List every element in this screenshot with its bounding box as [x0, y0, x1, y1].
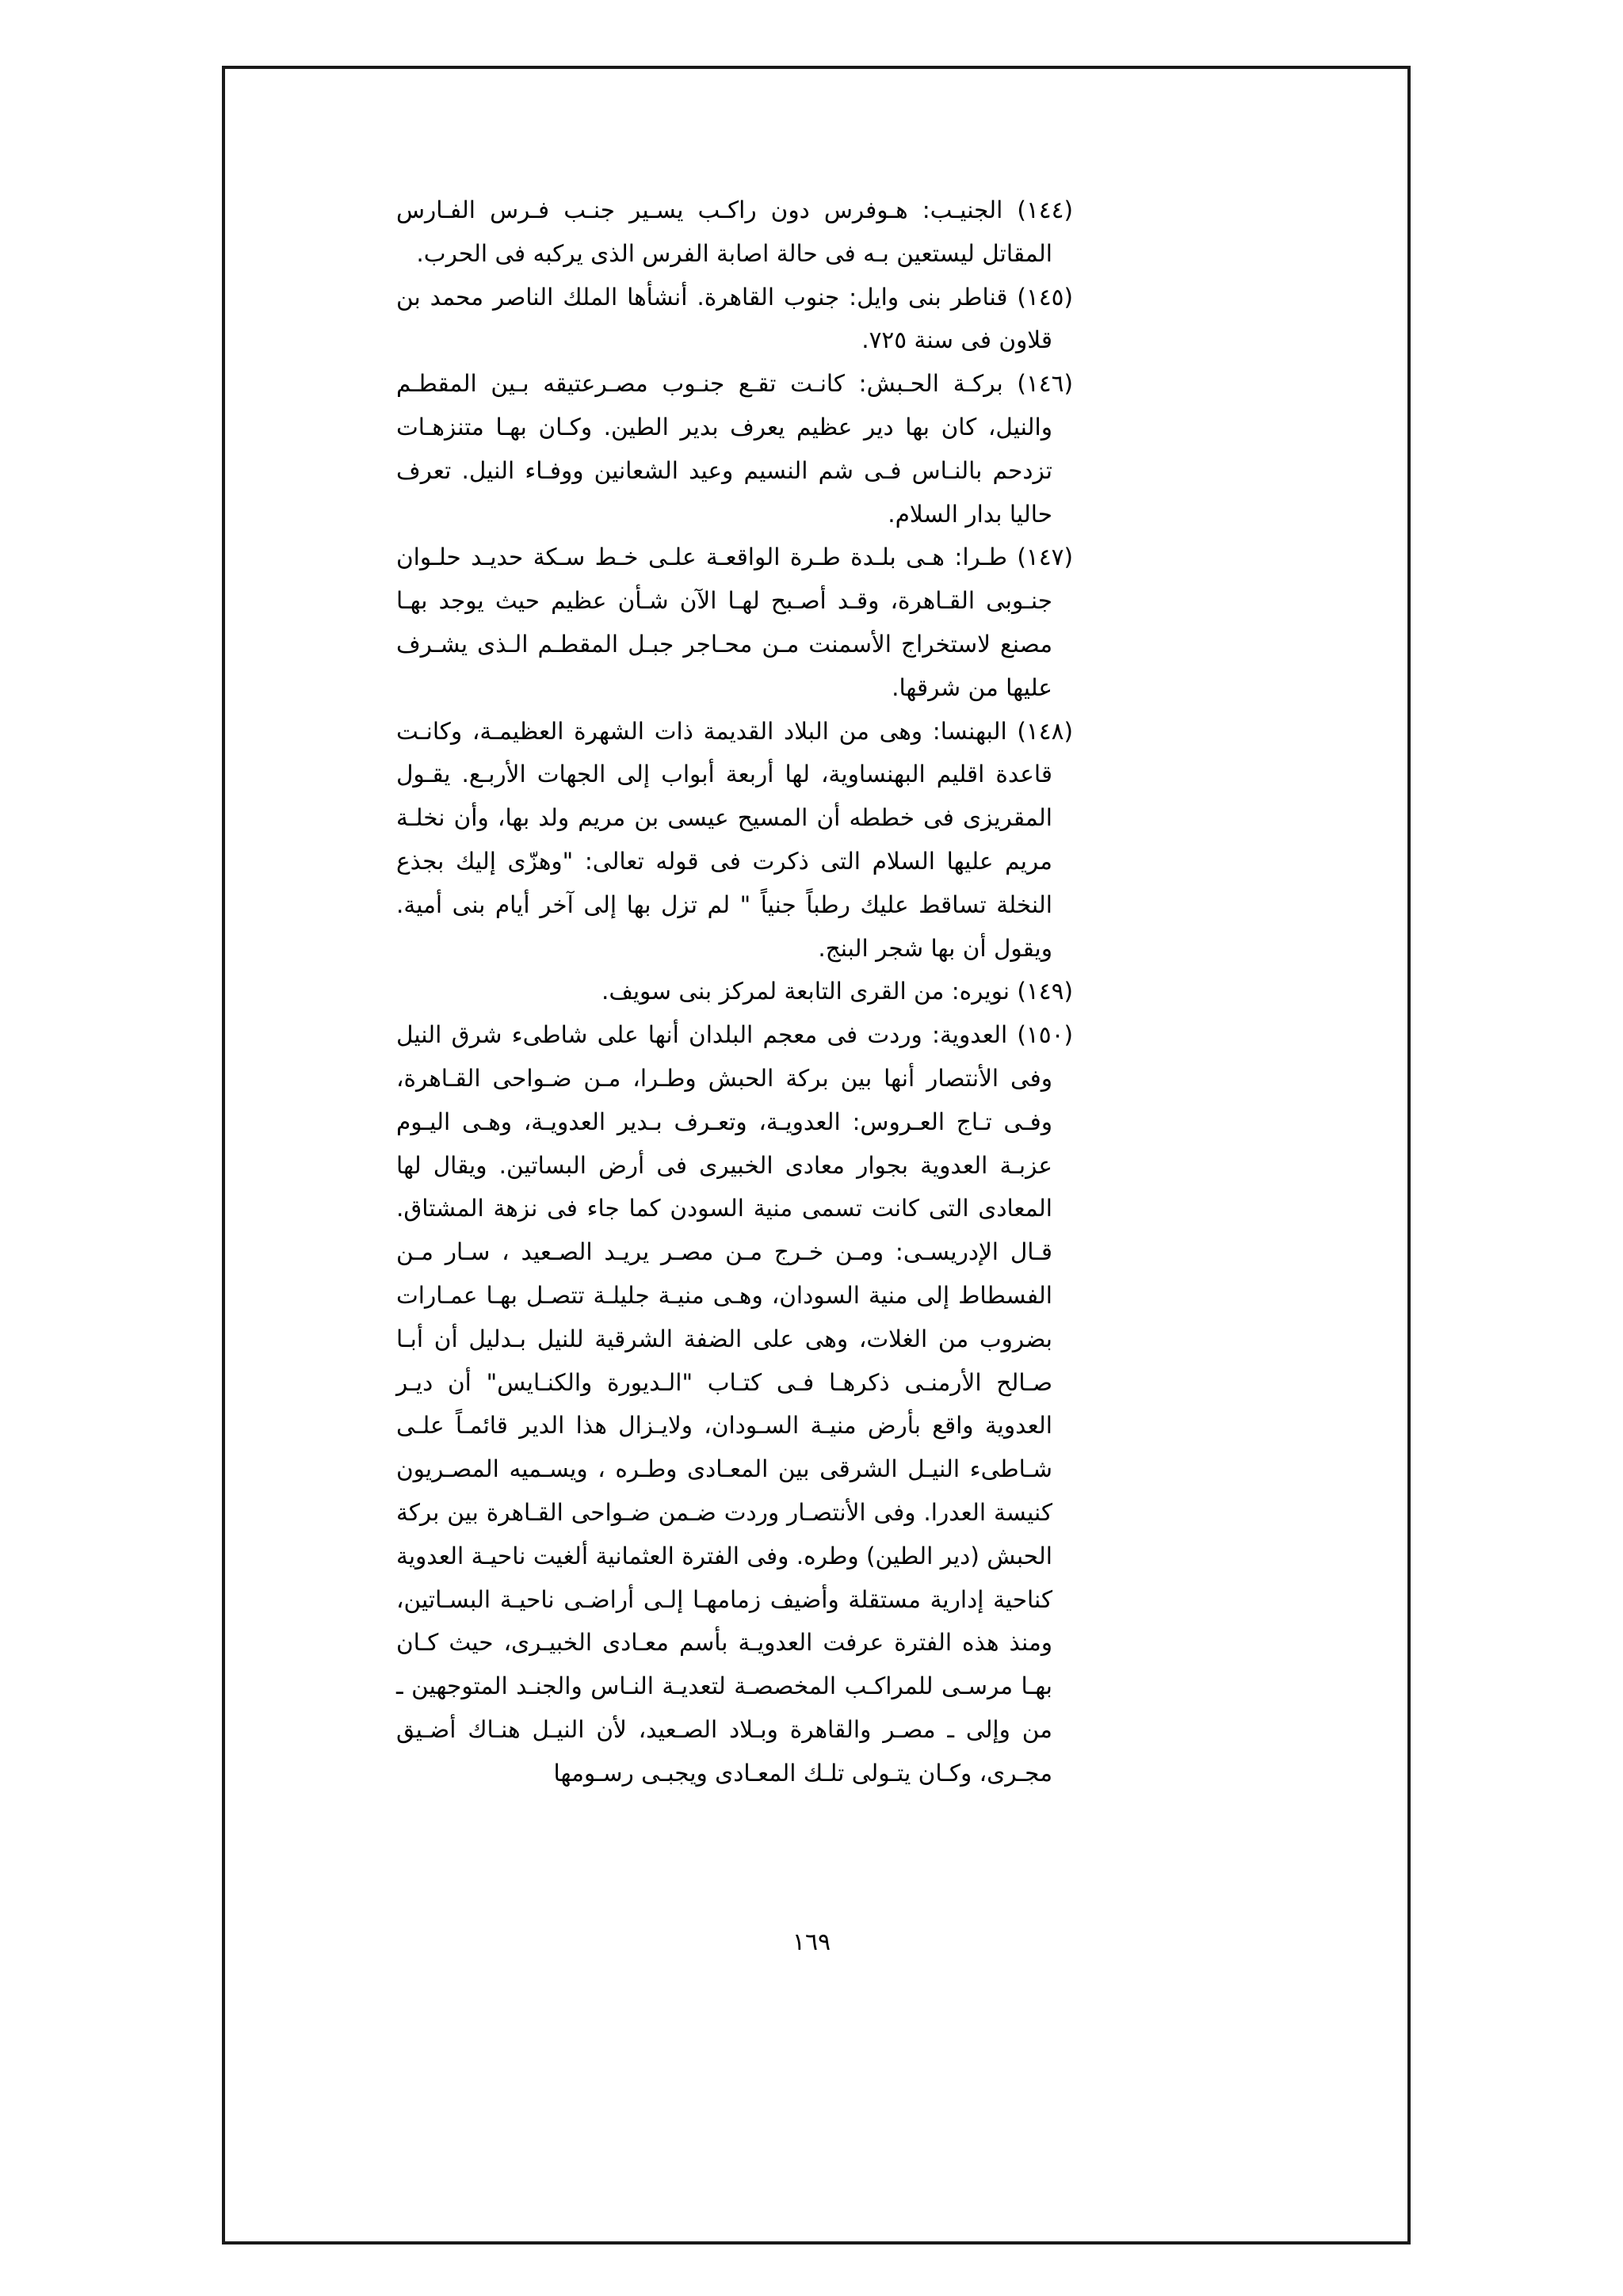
- footnote-149: [396, 970, 1073, 1013]
- footnote-number: (١٤٧): [1017, 543, 1073, 571]
- footnote-text: العدوية: وردت فى معجم البلدان أنها على شاطىء شرق النيل وفى الأنتصار أنها بين بركة الحبش وطـرا، مـن ضـواحى القـاهرة، وفـى تـاج العـروس: العدويـة، وتعـرف بـدير العدويـة، وهـى اليـوم عزبـة العدوية بجوار معادى الخبيرى فى أرض البساتين. ويقال لها المعادى التى كانت تسمى منية السودن كما جاء فى نزهة المشتاق. قـال الإدريسـى: ومـن خـرج مـن مصـر يريـد الصـعيد ، سـار مـن الفسطاط إلى منية السودان، وهـى منيـة جليلـة تتصـل بهـا عمـارات بضروب من الغلات، وهى على الضفة الشرقية للنيل بـدليل أن أبـا صـالح الأرمنـى ذكرهـا فـى كتـاب "الـديورة والكنـايس" أن ديـر العدوية واقع بأرض منيـة السـودان، ولايـزال هذا الدير قائمـاً علـى شـاطىء النيـل الشرقى بين المعـادى وطـره ، ويسـميه المصـريون كنيسة العدرا. وفى الأنتصـار وردت ضـمن ضـواحى القـاهرة بين بركة الحبش (دير الطين) وطره. وفى الفترة العثمانية ألغيت ناحيـة العدوية كناحية إدارية مستقلة وأضيف زمامهـا إلـى أراضـى ناحيـة البسـاتين، ومنذ هذه الفترة عرفت العدويـة بأسم معـادى الخبيـرى، حيث كـان بهـا مرسـى للمراكـب المخصصـة لتعديـة النـاس والجنـد المتوجهين ـ من وإلى ـ مصـر والقاهرة وبـلاد الصـعيد، لأن النيـل هنـاك أضـيق مجـرى، وكـان يتـولى تلـك المعـادى ويجبـى رسـومها: [396, 1021, 1052, 1787]
- footnote-number: (١٤٦): [1017, 370, 1073, 398]
- footnote-text: الجنيـب: هـوفرس دون راكـب يسـير جنـب فـرس الفـارس المقاتل ليستعين بـه فى حالة اصابة الفرس الذى يركبه فى الحرب.: [396, 196, 1052, 267]
- footnotes-body: [396, 189, 1073, 1794]
- footnote-text: قناطر بنى وايل: جنوب القاهرة. أنشأها الملك الناصر محمد بن قلاون فى سنة ٧٢٥.: [396, 283, 1052, 354]
- footnote-number: (١٤٩): [1017, 978, 1073, 1005]
- footnote-144: [396, 189, 1073, 276]
- footnote-number: (١٤٥): [1017, 283, 1073, 311]
- footnote-number: (١٥٠): [1017, 1021, 1073, 1049]
- footnote-text: طـرا: هـى بلـدة طـرة الواقعـة علـى خـط سـكة حديـد حلـوان جنـوبى القـاهرة، وقـد أصـبح لهـا الآن شـأن عظيم حيث يوجد بهـا مصنع لاستخراج الأسمنت مـن محـاجر جبـل المقطـم الـذى يشـرف عليها من شرقها.: [396, 543, 1052, 701]
- footnote-number: (١٤٤): [1017, 196, 1073, 223]
- footnote-146: [396, 362, 1073, 536]
- footnote-150: [396, 1013, 1073, 1794]
- footnote-text: البهنسا: وهى من البلاد القديمة ذات الشهرة العظيمـة، وكانـت قاعدة اقليم البهنساوية، لها أربعة أبواب إلى الجهات الأربـع. يقـول المقريزى فى خططه أن المسيح عيسى بن مريم ولد بها، وأن نخلـة مريم عليها السلام التى ذكرت فى قوله تعالى: "وهزّى إليك بجذع النخلة تساقط عليك رطباً جنياً " لم تزل بها إلى آخر أيام بنى أمية. ويقول أن بها شجر البنج.: [396, 717, 1052, 962]
- footnote-number: (١٤٨): [1017, 717, 1073, 745]
- footnote-text: نويره: من القرى التابعة لمركز بنى سويف.: [601, 978, 1010, 1005]
- footnote-148: [396, 710, 1073, 971]
- page-number: ١٦٩: [792, 1928, 831, 1956]
- footnote-147: [396, 536, 1073, 709]
- footnote-145: [396, 276, 1073, 363]
- footnote-text: بركـة الحـبش: كانـت تقـع جنـوب مصـرعتيقه بـين المقطـم والنيل، كان بها دير عظيم يعرف بدير الطين. وكـان بهـا متنزهـات تزدحم بالنـاس فـى شم النسيم وعيد الشعانين ووفـاء النيل. تعرف حاليا بدار السلام.: [396, 370, 1052, 528]
